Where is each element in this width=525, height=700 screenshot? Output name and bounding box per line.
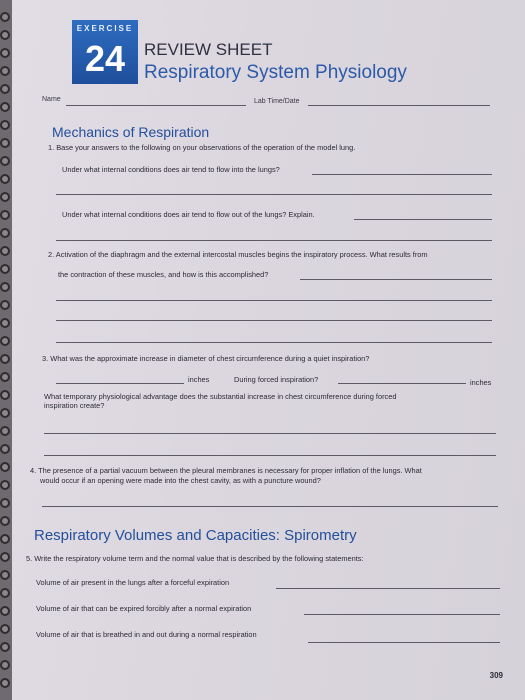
answer-line[interactable] xyxy=(56,194,492,195)
answer-line[interactable] xyxy=(354,219,492,220)
statement-2: Volume of air that can be expired forcibly after a normal expiration xyxy=(36,604,252,613)
question-1a: Under what internal conditions does air tend to flow into the lungs? xyxy=(62,165,280,174)
question-3b: What temporary physiological advantage does the substantial increase in chest circumference during forced xyxy=(44,392,397,401)
quiet-inches-line[interactable] xyxy=(56,383,184,384)
name-line[interactable] xyxy=(66,105,246,106)
page-number: 309 xyxy=(489,671,503,680)
answer-line[interactable] xyxy=(304,614,500,615)
question-4: 4. The presence of a partial vacuum between the pleural membranes is necessary for proper inflation of the lungs. What xyxy=(30,466,422,475)
forced-inches-line[interactable] xyxy=(338,383,466,384)
answer-line[interactable] xyxy=(308,642,500,643)
question-3b-cont: inspiration create? xyxy=(44,401,105,410)
lab-time-label: Lab Time/Date xyxy=(254,98,300,105)
statement-1: Volume of air present in the lungs after a forceful expiration xyxy=(36,578,230,587)
lab-time-line[interactable] xyxy=(308,105,490,106)
worksheet-page xyxy=(12,0,525,700)
section-mechanics-heading: Mechanics of Respiration xyxy=(52,124,210,140)
answer-line[interactable] xyxy=(312,174,492,175)
question-2-cont: the contraction of these muscles, and how is this accomplished? xyxy=(58,270,269,279)
name-label: Name xyxy=(42,96,61,103)
question-3: 3. What was the approximate increase in diameter of chest circumference during a quiet inspiration? xyxy=(42,354,370,363)
answer-line[interactable] xyxy=(44,433,496,434)
question-1: 1. Base your answers to the following on your observations of the operation of the model lung. xyxy=(48,143,356,152)
subject-title: Respiratory System Physiology xyxy=(144,62,407,83)
answer-line[interactable] xyxy=(56,240,492,241)
section-spirometry-heading: Respiratory Volumes and Capacities: Spirometry xyxy=(34,527,357,544)
inches-label: inches xyxy=(188,375,210,384)
question-5: 5. Write the respiratory volume term and the normal value that is described by the following statements: xyxy=(26,554,364,563)
answer-line[interactable] xyxy=(56,320,492,321)
forced-inspiration-label: During forced inspiration? xyxy=(234,375,319,384)
question-4-cont: would occur if an opening were made into the chest cavity, as with a puncture wound? xyxy=(40,476,321,485)
answer-line[interactable] xyxy=(276,588,500,589)
answer-line[interactable] xyxy=(56,342,492,343)
answer-line[interactable] xyxy=(56,300,492,301)
exercise-number: 24 xyxy=(84,38,126,79)
answer-line[interactable] xyxy=(300,279,492,280)
exercise-label: EXERCISE xyxy=(76,24,134,33)
question-2: 2. Activation of the diaphragm and the external intercostal muscles begins the inspiratory process. What results from xyxy=(48,250,428,259)
answer-line[interactable] xyxy=(42,506,498,507)
answer-line[interactable] xyxy=(44,455,496,456)
inches-label-2: inches xyxy=(470,378,492,387)
exercise-badge xyxy=(72,20,138,84)
review-sheet-title: REVIEW SHEET xyxy=(144,40,273,59)
statement-3: Volume of air that is breathed in and out during a normal respiration xyxy=(36,630,257,639)
question-1b: Under what internal conditions does air tend to flow out of the lungs? Explain. xyxy=(62,210,315,219)
